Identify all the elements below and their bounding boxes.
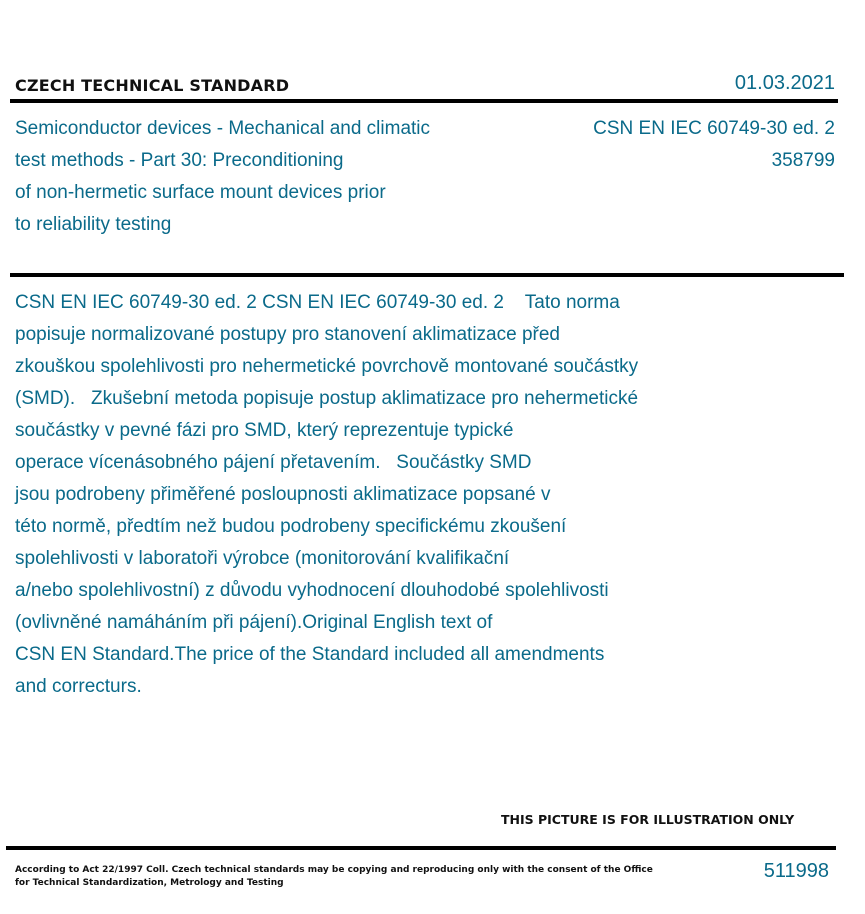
description-line: spolehlivosti v laboratoři výrobce (monitorování kvalifikační xyxy=(15,548,510,569)
description-line: zkouškou spolehlivosti pro nehermetické povrchově montované součástky xyxy=(15,356,639,377)
description-line: popisuje normalizované postupy pro stanovení aklimatizace před xyxy=(15,324,560,345)
legal-line: According to Act 22/1997 Coll. Czech technical standards may be copying and reproducing only with the consent of the Office xyxy=(15,865,653,875)
description-line: CSN EN IEC 60749-30 ed. 2 CSN EN IEC 60749-30 ed. 2 Tato norma xyxy=(15,292,620,313)
description-line: operace vícenásobného pájení přetavením. Součástky SMD xyxy=(15,452,532,473)
bottom-divider xyxy=(6,846,836,850)
title-line: to reliability testing xyxy=(15,214,172,235)
title-line: Semiconductor devices - Mechanical and climatic xyxy=(15,118,431,139)
standard-designation: CSN EN IEC 60749-30 ed. 2 xyxy=(593,118,835,139)
standard-description xyxy=(15,287,845,703)
middle-divider xyxy=(10,273,844,277)
title-line: test methods - Part 30: Preconditioning xyxy=(15,150,344,171)
illustration-notice: THIS PICTURE IS FOR ILLUSTRATION ONLY xyxy=(501,812,795,827)
footer-code: 511998 xyxy=(763,860,829,882)
standard-title xyxy=(15,113,515,241)
description-line: and correcturs. xyxy=(15,676,142,697)
description-line: součástky v pevné fázi pro SMD, který reprezentuje typické xyxy=(15,420,514,441)
top-divider xyxy=(10,99,838,103)
legal-notice xyxy=(15,864,653,890)
document-type-label: CZECH TECHNICAL STANDARD xyxy=(15,76,290,95)
description-line: (SMD). Zkušební metoda popisuje postup aklimatizace pro nehermetické xyxy=(15,388,639,409)
description-line: této normě, předtím než budou podrobeny specifickému zkoušení xyxy=(15,516,567,537)
title-line: of non-hermetic surface mount devices prior xyxy=(15,182,386,203)
description-line: CSN EN Standard.The price of the Standard included all amendments xyxy=(15,644,605,665)
publication-date: 01.03.2021 xyxy=(734,72,835,94)
description-line: a/nebo spolehlivostní) z důvodu vyhodnocení dlouhodobé spolehlivosti xyxy=(15,580,609,601)
description-line: (ovlivněné namáháním při pájení).Original English text of xyxy=(15,612,493,633)
catalog-number: 358799 xyxy=(771,150,835,171)
standard-identifier xyxy=(593,113,835,177)
legal-line: for Technical Standardization, Metrology and Testing xyxy=(15,878,284,888)
description-line: jsou podrobeny přiměřené posloupnosti aklimatizace popsané v xyxy=(15,484,551,505)
